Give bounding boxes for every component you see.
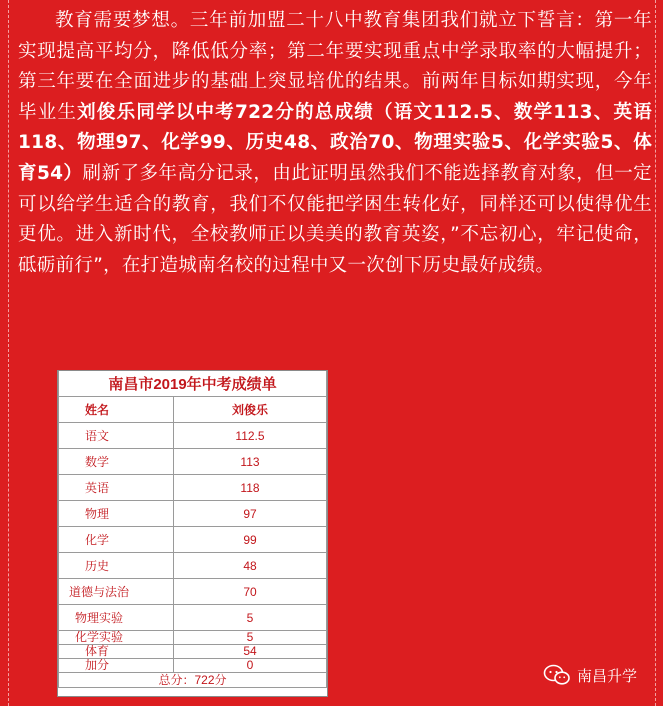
subject-cell: 物理实验	[59, 605, 174, 631]
brand-name: 南昌升学	[577, 666, 638, 685]
table-row	[59, 423, 327, 449]
table-row	[59, 553, 327, 579]
table-row	[59, 605, 327, 631]
table-row	[59, 659, 327, 673]
table-row	[59, 475, 327, 501]
score-cell: 112.5	[174, 423, 327, 449]
brand-watermark	[543, 664, 637, 686]
table-row	[59, 527, 327, 553]
paragraph-highlight: 刘俊乐同学以中考722分的总成绩（语文112.5、数学113、英语118、物理97、化学99、历史48、政治70、物理实验5、化学实验5、体育54）	[18, 101, 652, 184]
score-cell: 113	[174, 449, 327, 475]
score-table-image	[57, 370, 328, 697]
subject-cell: 语文	[59, 423, 174, 449]
total-score: 总分：722分	[59, 673, 327, 688]
subject-cell: 道德与法治	[59, 579, 174, 605]
score-cell: 5	[174, 605, 327, 631]
subject-cell: 历史	[59, 553, 174, 579]
paragraph-conclusion: 刷新了多年高分记录，由此证明虽然我们不能选择教育对象，但一定可以给学生适合的教育，我们不仅能把学困生转化好，同样还可以使得优生更优。进入新时代，全校教师正以美美的教育英姿，”不忘初心，牢记使命，砥砺前行”，在打造城南名校的过程中又一次创下历史最好成绩。	[18, 162, 652, 276]
table-total-row	[59, 673, 327, 688]
subject-cell: 化学实验	[59, 631, 174, 645]
table-header-row	[59, 397, 327, 423]
subject-cell: 体育	[59, 645, 174, 659]
score-cell: 0	[174, 659, 327, 673]
score-cell: 97	[174, 501, 327, 527]
paragraph-intro: 教育需要梦想。三年前加盟二十八中教育集团我们就立下誓言：第一年实现提高平均分，降低低分率；第二年要实现重点中学录取率的大幅提升；第三年要在全面进步的基础上突显培优的结果。前两年目标如期实现，今年毕业生	[18, 10, 652, 123]
table-row	[59, 501, 327, 527]
score-cell: 54	[174, 645, 327, 659]
score-cell: 48	[174, 553, 327, 579]
article-paragraph	[18, 6, 652, 281]
header-student-name: 刘俊乐	[174, 397, 327, 423]
subject-cell: 物理	[59, 501, 174, 527]
table-row	[59, 645, 327, 659]
table-title: 南昌市2019年中考成绩单	[59, 371, 327, 397]
subject-cell: 数学	[59, 449, 174, 475]
subject-cell: 加分	[59, 659, 174, 673]
score-cell: 118	[174, 475, 327, 501]
table-row	[59, 631, 327, 645]
header-name-label: 姓名	[59, 397, 174, 423]
table-row	[59, 449, 327, 475]
score-table	[58, 371, 327, 688]
subject-cell: 化学	[59, 527, 174, 553]
subject-cell: 英语	[59, 475, 174, 501]
table-row	[59, 579, 327, 605]
table-title-row	[59, 371, 327, 397]
score-cell: 5	[174, 631, 327, 645]
score-cell: 70	[174, 579, 327, 605]
score-cell: 99	[174, 527, 327, 553]
wechat-icon	[543, 664, 571, 686]
